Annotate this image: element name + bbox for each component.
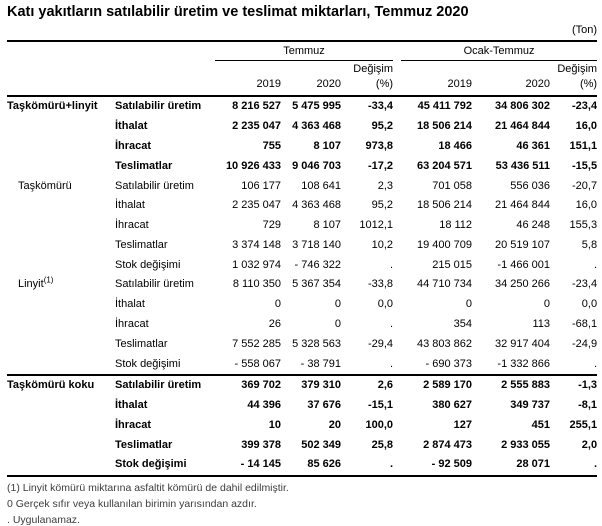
category-label xyxy=(7,455,115,476)
category-label xyxy=(7,315,115,335)
category-label xyxy=(7,255,115,275)
value-temmuz-2020: 5 367 354 xyxy=(292,278,341,291)
value-ocak-change: -24,9 xyxy=(571,337,598,350)
value-ocak-2020: 349 737 xyxy=(510,399,551,412)
value-ocak-2020: 2 555 883 xyxy=(472,375,550,396)
category-label xyxy=(7,235,115,255)
metric-label: İhracat xyxy=(115,317,149,330)
column-spacer xyxy=(393,76,401,96)
value-ocak-2020: 53 436 511 xyxy=(495,159,551,172)
metric-label: İhracat xyxy=(115,219,149,232)
year-ocak-2019: 2019 xyxy=(401,76,472,96)
metric-label: Satılabilir üretim xyxy=(115,375,215,396)
category-label xyxy=(7,295,115,315)
value-temmuz-change: . xyxy=(389,458,394,471)
category-label xyxy=(7,435,115,455)
value-temmuz-2020: 4 363 468 xyxy=(292,199,341,212)
metric-label: İhracat xyxy=(115,418,152,431)
unit-label: (Ton) xyxy=(571,24,597,36)
column-spacer xyxy=(393,315,401,335)
metric-label: İhracat xyxy=(115,139,152,152)
column-spacer xyxy=(393,334,401,354)
metric-label: Satılabilir üretim xyxy=(115,179,194,192)
value-temmuz-change: 95,2 xyxy=(371,120,394,133)
footnote-zero: 0 Gerçek sıfır veya kullanılan birimin yarısından azdır. xyxy=(7,497,257,510)
metric-label: Satılabilir üretim xyxy=(115,100,202,113)
metric-label: Satılabilir üretim xyxy=(115,278,194,291)
value-ocak-2020: 34 806 302 xyxy=(494,100,551,113)
value-temmuz-2020: 3 718 140 xyxy=(292,238,341,251)
category-label: Taşkömürü koku xyxy=(7,375,115,396)
value-temmuz-change: 1012,1 xyxy=(359,219,394,232)
value-ocak-2019: 2 874 473 xyxy=(423,438,473,451)
value-temmuz-2020: - 38 791 xyxy=(300,357,341,370)
column-spacer xyxy=(393,137,401,157)
value-ocak-2019: 18 112 xyxy=(439,219,473,232)
value-temmuz-change: 0,0 xyxy=(377,298,394,311)
table-row xyxy=(7,156,597,176)
value-ocak-change: 155,3 xyxy=(569,219,598,232)
table-row xyxy=(7,396,597,416)
column-spacer xyxy=(393,216,401,236)
category-label xyxy=(7,396,115,416)
value-temmuz-2020: 85 626 xyxy=(307,458,341,471)
value-ocak-2019: - 690 373 xyxy=(425,357,473,370)
value-temmuz-change: 2,6 xyxy=(341,375,393,396)
table-row xyxy=(7,435,597,455)
value-temmuz-2019: 26 xyxy=(268,317,281,330)
value-temmuz-2019: 10 926 433 xyxy=(225,159,281,172)
value-temmuz-2020: 8 107 xyxy=(313,139,341,152)
value-ocak-2020: 113 xyxy=(532,317,551,330)
value-ocak-2020: 32 917 404 xyxy=(494,337,551,350)
table-row xyxy=(7,117,597,137)
metric-label: İthalat xyxy=(115,120,148,133)
column-group-ocak-temmuz: Ocak-Temmuz xyxy=(401,41,597,61)
value-temmuz-change: 25,8 xyxy=(371,438,394,451)
value-temmuz-change: -29,4 xyxy=(367,337,394,350)
value-ocak-2020: 46 248 xyxy=(516,219,551,232)
value-ocak-2020: 28 071 xyxy=(516,458,551,471)
category-label xyxy=(7,117,115,137)
footnote-linyit: (1) Linyit kömürü miktarına asfaltit kömürü de dahil edilmiştir. xyxy=(7,481,289,494)
table-row xyxy=(7,196,597,216)
value-temmuz-change: . xyxy=(389,317,394,330)
column-spacer xyxy=(393,435,401,455)
value-ocak-change: -1,3 xyxy=(550,375,597,396)
value-temmuz-change: 2,3 xyxy=(377,179,394,192)
column-spacer xyxy=(393,455,401,476)
value-ocak-2020: -1 332 866 xyxy=(497,357,551,370)
value-temmuz-2019: - 558 067 xyxy=(234,357,281,370)
category-label xyxy=(7,156,115,176)
category-label xyxy=(7,216,115,236)
metric-label: Stok değişimi xyxy=(115,258,181,271)
value-ocak-2019: 127 xyxy=(453,418,473,431)
value-temmuz-2019: 44 396 xyxy=(247,399,281,412)
value-temmuz-2020: 379 310 xyxy=(281,375,341,396)
value-ocak-2020: 451 xyxy=(531,418,551,431)
table-row xyxy=(7,354,597,375)
value-ocak-2020: 20 519 107 xyxy=(494,238,551,251)
value-temmuz-2020: 5 475 995 xyxy=(292,100,341,113)
table-row xyxy=(7,255,597,275)
value-temmuz-2020: 8 107 xyxy=(313,219,341,232)
value-ocak-change: -68,1 xyxy=(571,317,598,330)
value-ocak-2020: 46 361 xyxy=(516,139,551,152)
column-spacer xyxy=(393,275,401,295)
year-temmuz-2020: 2020 xyxy=(281,76,341,96)
value-temmuz-change: 95,2 xyxy=(371,199,394,212)
category-label: Taşkömürü+linyit xyxy=(7,100,98,113)
value-temmuz-change: . xyxy=(389,258,394,271)
column-group-temmuz: Temmuz xyxy=(215,41,393,61)
header-blank-cell xyxy=(7,61,341,77)
table-body xyxy=(7,96,597,476)
value-temmuz-2019: 369 702 xyxy=(215,375,281,396)
value-temmuz-2020: 502 349 xyxy=(301,438,341,451)
value-temmuz-2019: 8 110 350 xyxy=(232,278,281,291)
table-row xyxy=(7,176,597,196)
value-temmuz-2019: 1 032 974 xyxy=(232,258,281,271)
metric-label: Teslimatlar xyxy=(115,337,168,350)
value-ocak-change: 5,8 xyxy=(581,238,598,251)
value-ocak-2020: 2 933 055 xyxy=(501,438,551,451)
table-row xyxy=(7,375,597,396)
column-spacer xyxy=(393,176,401,196)
value-temmuz-2019: 10 xyxy=(268,418,281,431)
year-temmuz-2019: 2019 xyxy=(215,76,281,96)
value-ocak-2020: 34 250 266 xyxy=(494,278,551,291)
value-ocak-change: 16,0 xyxy=(575,120,598,133)
percent-label-ocak: (%) xyxy=(550,76,597,96)
value-temmuz-2020: 0 xyxy=(334,317,341,330)
column-spacer xyxy=(393,396,401,416)
value-ocak-2019: 380 627 xyxy=(432,399,473,412)
value-ocak-change: . xyxy=(594,357,598,370)
value-temmuz-change: 973,8 xyxy=(365,139,394,152)
value-ocak-2019: 215 015 xyxy=(432,258,473,271)
value-temmuz-2019: 7 552 285 xyxy=(232,337,281,350)
value-temmuz-2019: 2 235 047 xyxy=(232,120,281,133)
footnote-not-applicable: . Uygulanamaz. xyxy=(7,513,80,526)
value-ocak-change: . xyxy=(594,258,598,271)
value-temmuz-2019: 755 xyxy=(262,139,281,152)
year-ocak-2020: 2020 xyxy=(472,76,550,96)
header-blank-cell xyxy=(7,41,215,61)
category-label xyxy=(7,137,115,157)
column-spacer xyxy=(393,117,401,137)
category-label: Taşkömürü xyxy=(18,179,72,192)
table-row xyxy=(7,96,597,117)
table-row xyxy=(7,216,597,236)
value-ocak-change: -20,7 xyxy=(571,179,598,192)
value-ocak-change: -15,5 xyxy=(571,159,598,172)
table-row xyxy=(7,455,597,476)
value-ocak-change: 151,1 xyxy=(569,139,598,152)
metric-label: Stok değişimi xyxy=(115,357,181,370)
footnotes xyxy=(7,482,602,526)
value-temmuz-2019: - 14 145 xyxy=(240,458,281,471)
table-row xyxy=(7,275,597,295)
metric-label: Teslimatlar xyxy=(115,238,168,251)
table-row xyxy=(7,315,597,335)
change-label-temmuz: Değişim xyxy=(353,63,394,75)
value-ocak-change: -23,4 xyxy=(571,278,598,291)
column-spacer xyxy=(393,375,401,396)
column-spacer xyxy=(393,41,401,61)
header-blank-cell xyxy=(7,76,215,96)
value-ocak-2019: 63 204 571 xyxy=(416,159,473,172)
value-temmuz-change: . xyxy=(389,357,394,370)
category-label xyxy=(7,334,115,354)
value-ocak-2019: - 92 509 xyxy=(431,458,473,471)
value-ocak-2019: 18 506 214 xyxy=(416,120,473,133)
value-temmuz-2019: 3 374 148 xyxy=(232,238,281,251)
value-temmuz-2020: 20 xyxy=(328,418,341,431)
table-row xyxy=(7,416,597,436)
column-spacer xyxy=(393,416,401,436)
value-temmuz-2020: 108 641 xyxy=(301,179,341,192)
value-temmuz-change: -17,2 xyxy=(367,159,394,172)
table-row xyxy=(7,235,597,255)
value-temmuz-change: 10,2 xyxy=(371,238,394,251)
column-spacer xyxy=(393,156,401,176)
category-label xyxy=(7,354,115,375)
category-label xyxy=(7,196,115,216)
column-spacer xyxy=(393,255,401,275)
category-label xyxy=(7,416,115,436)
value-ocak-change: -8,1 xyxy=(578,399,598,412)
value-ocak-change: -23,4 xyxy=(571,100,598,113)
footnote-reference: (1) xyxy=(43,275,54,285)
column-spacer xyxy=(393,96,401,117)
metric-label: Stok değişimi xyxy=(115,458,187,471)
value-ocak-2019: 44 710 734 xyxy=(416,278,473,291)
column-spacer xyxy=(393,295,401,315)
value-temmuz-change: -33,4 xyxy=(367,100,394,113)
value-temmuz-2019: 8 216 527 xyxy=(232,100,281,113)
column-group-row xyxy=(7,41,597,61)
metric-label: İthalat xyxy=(115,399,148,412)
value-ocak-2019: 18 466 xyxy=(438,139,473,152)
value-ocak-2020: -1 466 001 xyxy=(497,258,551,271)
solid-fuels-table xyxy=(7,40,597,477)
value-temmuz-change: -33,8 xyxy=(367,278,394,291)
value-ocak-change: . xyxy=(594,458,598,471)
page-title: Katı yakıtların satılabilir üretim ve teslimat miktarları, Temmuz 2020 xyxy=(7,4,469,20)
value-temmuz-change: 100,0 xyxy=(365,418,394,431)
value-temmuz-2020: - 746 322 xyxy=(294,258,341,271)
category-label: Linyit$^{(1)}$ xyxy=(18,275,54,291)
value-temmuz-2020: 4 363 468 xyxy=(292,120,341,133)
value-temmuz-2020: 0 xyxy=(334,298,341,311)
percent-label-temmuz: (%) xyxy=(341,76,393,96)
value-temmuz-2019: 106 177 xyxy=(241,179,281,192)
column-spacer xyxy=(393,61,401,77)
column-spacer xyxy=(393,235,401,255)
value-ocak-2019: 45 411 792 xyxy=(417,100,473,113)
value-ocak-2019: 354 xyxy=(453,317,473,330)
value-ocak-change: 16,0 xyxy=(575,199,598,212)
value-ocak-2020: 21 464 844 xyxy=(494,120,551,133)
years-row xyxy=(7,76,597,96)
value-ocak-2019: 701 058 xyxy=(432,179,473,192)
value-temmuz-2020: 37 676 xyxy=(307,399,341,412)
value-ocak-2019: 2 589 170 xyxy=(401,375,472,396)
table-row xyxy=(7,334,597,354)
change-label-ocak: Değişim xyxy=(557,63,598,75)
value-ocak-2020: 0 xyxy=(543,298,551,311)
header-blank-cell xyxy=(401,61,550,77)
value-ocak-2019: 43 803 862 xyxy=(416,337,473,350)
table-header xyxy=(7,41,597,96)
value-temmuz-2020: 5 328 563 xyxy=(292,337,341,350)
metric-label: Teslimatlar xyxy=(115,438,173,451)
value-temmuz-change: -15,1 xyxy=(367,399,394,412)
metric-label: Teslimatlar xyxy=(115,159,173,172)
change-label-row xyxy=(7,61,597,77)
table-row xyxy=(7,295,597,315)
value-temmuz-2019: 729 xyxy=(262,219,281,232)
value-ocak-change: 2,0 xyxy=(581,438,598,451)
value-ocak-change: 255,1 xyxy=(569,418,598,431)
value-ocak-2020: 21 464 844 xyxy=(494,199,551,212)
value-ocak-change: 0,0 xyxy=(581,298,598,311)
value-temmuz-2019: 2 235 047 xyxy=(232,199,281,212)
value-temmuz-2020: 9 046 703 xyxy=(292,159,341,172)
value-temmuz-2019: 0 xyxy=(274,298,281,311)
table-row xyxy=(7,137,597,157)
value-ocak-2019: 0 xyxy=(465,298,473,311)
value-temmuz-2019: 399 378 xyxy=(241,438,281,451)
value-ocak-2020: 556 036 xyxy=(510,179,551,192)
metric-label: İthalat xyxy=(115,199,145,212)
value-ocak-2019: 18 506 214 xyxy=(416,199,473,212)
metric-label: İthalat xyxy=(115,298,145,311)
value-ocak-2019: 19 400 709 xyxy=(416,238,473,251)
column-spacer xyxy=(393,354,401,375)
column-spacer xyxy=(393,196,401,216)
